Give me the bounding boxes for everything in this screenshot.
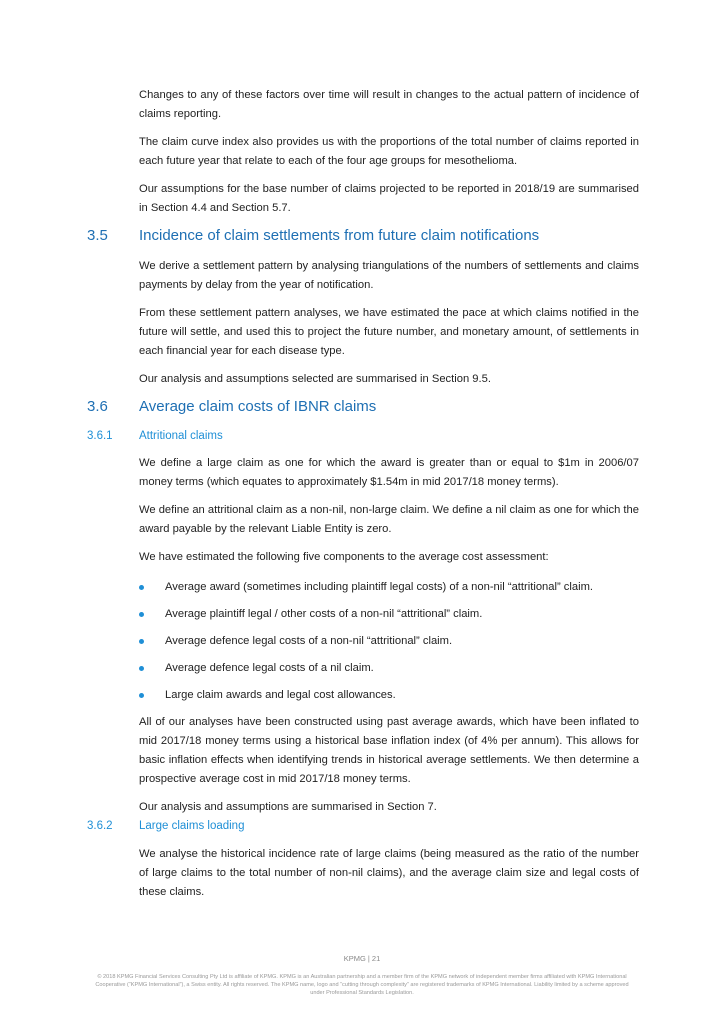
section-3-6-2-body (139, 845, 639, 911)
section-3-6-2-paragraph-1: We analyse the historical incidence rate of large claims (being measured as the ratio of the number of large claims to the total number of non-nil claims), and the average claim size and legal costs of these claims. (139, 848, 639, 898)
section-3-6-1-paragraph-4: All of our analyses have been constructed using past average awards, which have been inflated to mid 2017/18 money terms using a historical base inflation index (of 4% per annum). This allows for basic inflation effects when identifying trends in historical average settlements. We then determine a prospective average cost in mid 2017/18 money terms. (139, 716, 639, 785)
section-3-6-1-paragraph-3: We have estimated the following five components to the average cost assessment: (139, 551, 549, 563)
section-3-6-1-body (139, 454, 639, 826)
section-3-6-heading (87, 398, 376, 415)
section-number: 3.6 (87, 398, 108, 415)
legal-disclaimer: © 2018 KPMG Financial Services Consulting Pty Ltd is affiliate of KPMG. KPMG is an Australian partnership and a member firm of the KPMG network of independent member firms affiliated with KPMG International Cooperative (“KPMG International”), a Swiss entity. All rights reserved. The KPMG name, logo and “cutting through complexity” are registered trademarks of KPMG International. Liability limited by a scheme approved under Professional Standards Legislation. (95, 974, 629, 996)
section-number: 3.5 (87, 227, 108, 244)
bullet-icon (139, 693, 144, 698)
bullet-icon (139, 612, 144, 617)
subsection-title: Attritional claims (139, 430, 223, 442)
intro-paragraph-2: The claim curve index also provides us with the proportions of the total number of claims reported in each future year that relate to each of the four age groups for mesothelioma. (139, 136, 639, 167)
intro-paragraph-1: Changes to any of these factors over time will result in changes to the actual pattern of incidence of claims reporting. (139, 89, 639, 120)
list-item: Average defence legal costs of a non-nil “attritional” claim. (139, 632, 639, 651)
bullet-icon (139, 666, 144, 671)
bullet-icon (139, 585, 144, 590)
section-3-6-2-heading (87, 820, 244, 832)
list-item: Average defence legal costs of a nil claim. (139, 659, 639, 678)
section-3-5-paragraph-2: From these settlement pattern analyses, we have estimated the pace at which claims notified in the future will settle, and used this to project the future number, and monetary amount, of settlements in each financial year for each disease type. (139, 307, 639, 357)
section-title: Incidence of claim settlements from future claim notifications (139, 227, 540, 244)
section-3-5-body (139, 257, 639, 398)
subsection-number: 3.6.1 (87, 430, 113, 442)
subsection-number: 3.6.2 (87, 820, 113, 832)
list-item: Average plaintiff legal / other costs of a non-nil “attritional” claim. (139, 605, 639, 624)
section-3-6-1-paragraph-5: Our analysis and assumptions are summarised in Section 7. (139, 801, 437, 813)
intro-block (139, 86, 639, 227)
bullet-icon (139, 639, 144, 644)
cost-components-list (139, 578, 639, 705)
section-3-5-heading (87, 227, 539, 244)
section-3-6-1-paragraph-2: We define an attritional claim as a non-nil, non-large claim. We define a nil claim as one for which the award payable by the relevant Liable Entity is zero. (139, 504, 639, 535)
section-3-5-paragraph-3: Our analysis and assumptions selected are summarised in Section 9.5. (139, 373, 491, 385)
list-item: Average award (sometimes including plaintiff legal costs) of a non-nil “attritional” claim. (139, 578, 639, 597)
section-3-6-1-paragraph-1: We define a large claim as one for which the award is greater than or equal to $1m in 2006/07 money terms (which equates to approximately $1.54m in mid 2017/18 money terms). (139, 457, 639, 488)
section-3-5-paragraph-1: We derive a settlement pattern by analysing triangulations of the numbers of settlements and claims payments by delay from the year of notification. (139, 260, 639, 291)
page-number: KPMG | 21 (343, 954, 381, 963)
intro-paragraph-3: Our assumptions for the base number of claims projected to be reported in 2018/19 are summarised in Section 4.4 and Section 5.7. (139, 183, 639, 214)
section-title: Average claim costs of IBNR claims (139, 398, 377, 415)
subsection-title: Large claims loading (139, 820, 245, 832)
section-3-6-1-heading (87, 430, 223, 442)
list-item: Large claim awards and legal cost allowances. (139, 686, 639, 705)
